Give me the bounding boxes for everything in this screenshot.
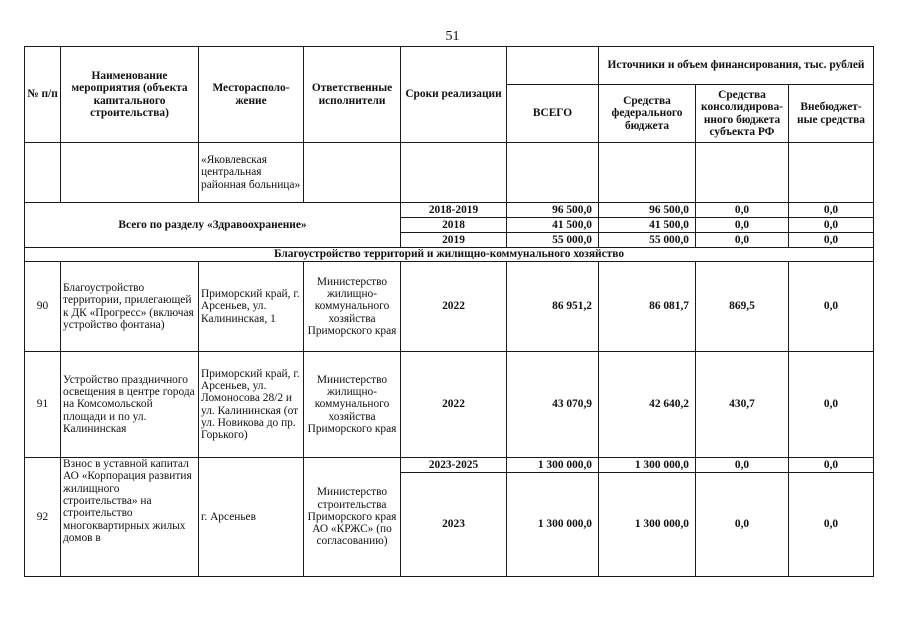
healthcare-total: 55 000,0 [507, 233, 599, 248]
row-period: 2022 [401, 262, 507, 352]
row-total: 43 070,9 [507, 352, 599, 458]
cont-location: «Яковлевская центральная районная больница» [199, 143, 304, 203]
healthcare-extra: 0,0 [789, 218, 874, 233]
page-number: 51 [445, 29, 460, 44]
row-consolidated-all: 0,0 [696, 458, 789, 473]
row-name: Благоустройство территории, прилегающей к ДК «Прогресс» (включая устройство фонтана) [61, 262, 199, 352]
row-responsible: Министерство жилищно-коммунального хозяйства Приморского края [304, 352, 401, 458]
header-consolidated: Средства консолидирова-нного бюджета субъекта РФ [696, 85, 789, 143]
row-consolidated: 430,7 [696, 352, 789, 458]
section-title: Благоустройство территорий и жилищно-коммунального хозяйство [25, 248, 874, 262]
row-extra: 0,0 [789, 352, 874, 458]
cont-num [25, 143, 61, 203]
header-num: № п/п [25, 47, 61, 143]
header-federal: Средства федерального бюджета [599, 85, 696, 143]
healthcare-consolidated: 0,0 [696, 218, 789, 233]
row-period: 2023 [401, 473, 507, 577]
header-name: Наименование мероприятия (объекта капитального строительства) [61, 47, 199, 143]
healthcare-period: 2018-2019 [401, 203, 507, 218]
cont-consolidated [696, 143, 789, 203]
row-total-all: 1 300 000,0 [507, 458, 599, 473]
cont-period [401, 143, 507, 203]
table-row [25, 352, 874, 458]
row-consolidated: 0,0 [696, 473, 789, 577]
row-extra-all: 0,0 [789, 458, 874, 473]
cont-responsible [304, 143, 401, 203]
header-extrabudget: Внебюджет-ные средства [789, 85, 874, 143]
row-federal-all: 1 300 000,0 [599, 458, 696, 473]
cont-name [61, 143, 199, 203]
table-row [25, 458, 874, 473]
header-location: Месторасполо-жение [199, 47, 304, 143]
row-num: 90 [25, 262, 61, 352]
row-extra: 0,0 [789, 262, 874, 352]
healthcare-federal: 96 500,0 [599, 203, 696, 218]
row-extra: 0,0 [789, 473, 874, 577]
cont-extra [789, 143, 874, 203]
healthcare-total-label: Всего по разделу «Здравоохранение» [25, 203, 401, 248]
healthcare-total: 96 500,0 [507, 203, 599, 218]
row-total: 86 951,2 [507, 262, 599, 352]
row-responsible: Министерство строительства Приморского края АО «КРЖС» (по согласованию) [304, 458, 401, 577]
row-name: Взнос в уставной капитал АО «Корпорация развития жилищного строительства» на строительство многоквартирных жилых домов в [61, 458, 199, 577]
healthcare-extra: 0,0 [789, 233, 874, 248]
header-period: Сроки реализации [401, 47, 507, 143]
row-responsible: Министерство жилищно-коммунального хозяйства Приморского края [304, 262, 401, 352]
row-period: 2022 [401, 352, 507, 458]
cont-federal [599, 143, 696, 203]
row-location: г. Арсеньев [199, 458, 304, 577]
row-period-total: 2023-2025 [401, 458, 507, 473]
header-total: ВСЕГО [507, 85, 599, 143]
healthcare-consolidated: 0,0 [696, 203, 789, 218]
row-total: 1 300 000,0 [507, 473, 599, 577]
cont-total [507, 143, 599, 203]
row-consolidated: 869,5 [696, 262, 789, 352]
header-responsible: Ответственные исполнители [304, 47, 401, 143]
header-blank [507, 47, 599, 85]
healthcare-consolidated: 0,0 [696, 233, 789, 248]
healthcare-period: 2018 [401, 218, 507, 233]
healthcare-period: 2019 [401, 233, 507, 248]
healthcare-federal: 41 500,0 [599, 218, 696, 233]
row-num: 91 [25, 352, 61, 458]
row-federal: 42 640,2 [599, 352, 696, 458]
healthcare-extra: 0,0 [789, 203, 874, 218]
financing-table [24, 46, 874, 577]
healthcare-total-row [25, 203, 874, 218]
row-location: Приморский край, г. Арсеньев, ул. Ломоносова 28/2 и ул. Калининская (от ул. Новикова до пр. Горького) [199, 352, 304, 458]
row-name: Устройство праздничного освещения в центре города на Комсомольской площади и по ул. Калининская [61, 352, 199, 458]
row-federal: 86 081,7 [599, 262, 696, 352]
row-num: 92 [25, 458, 61, 577]
header-sources: Источники и объем финансирования, тыс. рублей [599, 47, 874, 85]
healthcare-federal: 55 000,0 [599, 233, 696, 248]
healthcare-total: 41 500,0 [507, 218, 599, 233]
row-federal: 1 300 000,0 [599, 473, 696, 577]
row-location: Приморский край, г. Арсеньев, ул. Калининская, 1 [199, 262, 304, 352]
table-row [25, 262, 874, 352]
